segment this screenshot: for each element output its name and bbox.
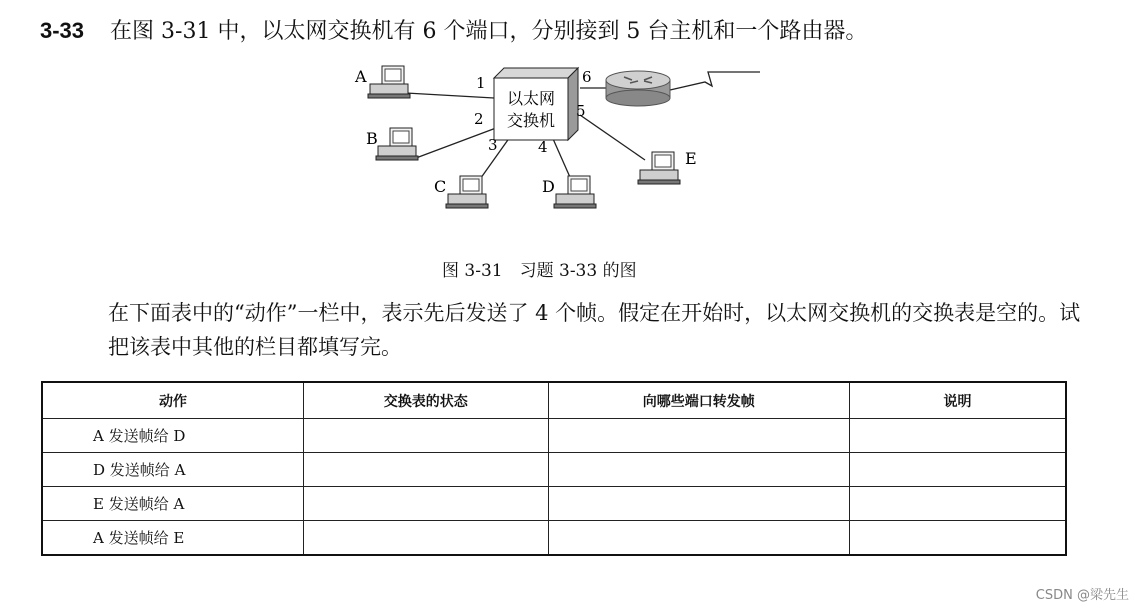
problem-heading — [40, 14, 867, 45]
port-label-5: 5 — [576, 102, 586, 120]
problem-text: 在图 3-31 中，以太网交换机有 6 个端口，分别接到 5 台主机和一个路由器。 — [110, 19, 868, 44]
cell-action: A 发送帧给 D — [42, 419, 304, 453]
port-label-1: 1 — [476, 74, 486, 92]
host-label-e: E — [685, 149, 697, 168]
figure-caption: 图 3-31 习题 3-33 的图 — [442, 261, 637, 281]
cell-table-state[interactable] — [304, 419, 548, 453]
port-label-2: 2 — [474, 110, 484, 128]
problem-number: 3-33 — [40, 18, 85, 43]
port-label-4: 4 — [538, 138, 548, 156]
host-d-icon — [554, 176, 596, 208]
port-label-3: 3 — [488, 136, 498, 154]
router-icon — [606, 71, 670, 106]
table-row — [42, 453, 1066, 487]
cell-note[interactable] — [849, 453, 1066, 487]
cell-forward-ports[interactable] — [548, 453, 849, 487]
csdn-watermark: CSDN @梁先生 — [1035, 588, 1129, 603]
cell-action: A 发送帧给 E — [42, 521, 304, 556]
cell-note[interactable] — [849, 521, 1066, 556]
host-e-icon — [638, 152, 680, 184]
port-label-6: 6 — [582, 68, 592, 86]
host-label-b: B — [366, 129, 378, 148]
cell-note[interactable] — [849, 487, 1066, 521]
cell-action: E 发送帧给 A — [42, 487, 304, 521]
header-table-state: 交换表的状态 — [304, 382, 548, 419]
header-forward-ports: 向哪些端口转发帧 — [548, 382, 849, 419]
switch-label-line1: 以太网 — [506, 89, 556, 108]
ethernet-switch — [494, 68, 578, 140]
switch-table — [41, 381, 1067, 556]
switch-label-line2: 交换机 — [506, 111, 556, 130]
header-note: 说明 — [849, 382, 1066, 419]
table-row — [42, 419, 1066, 453]
network-figure — [340, 60, 780, 230]
host-c-icon — [446, 176, 488, 208]
cell-action: D 发送帧给 A — [42, 453, 304, 487]
host-label-d: D — [542, 177, 555, 196]
header-action: 动作 — [42, 382, 304, 419]
host-a-icon — [368, 66, 410, 98]
host-label-a: A — [355, 67, 367, 86]
table-header-row — [42, 382, 1066, 419]
cell-forward-ports[interactable] — [548, 419, 849, 453]
cell-table-state[interactable] — [304, 453, 548, 487]
instruction-paragraph: 在下面表中的“动作”一栏中，表示先后发送了 4 个帧。假定在开始时，以太网交换机的交换表是空的。试把该表中其他的栏目都填写完。 — [108, 301, 1081, 359]
cell-note[interactable] — [849, 419, 1066, 453]
table-row — [42, 521, 1066, 556]
host-label-c: C — [434, 177, 447, 196]
cell-forward-ports[interactable] — [548, 521, 849, 556]
cell-forward-ports[interactable] — [548, 487, 849, 521]
cell-table-state[interactable] — [304, 521, 548, 556]
table-row — [42, 487, 1066, 521]
cell-table-state[interactable] — [304, 487, 548, 521]
host-b-icon — [376, 128, 418, 160]
